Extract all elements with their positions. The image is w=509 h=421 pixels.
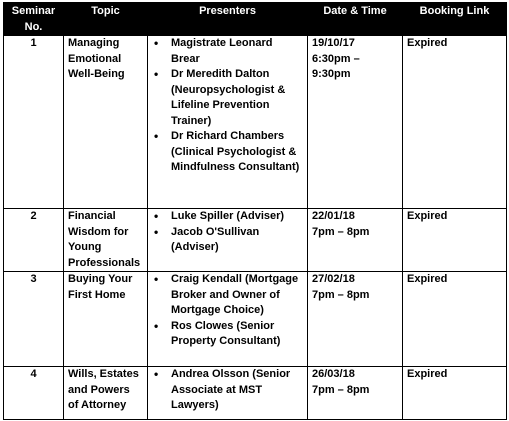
presenter-item: • Luke Spiller (Adviser) <box>152 209 303 225</box>
table-row <box>4 209 507 272</box>
booking-status: Expired <box>403 209 507 272</box>
seminar-topic: Managing Emotional Well-Being <box>64 36 148 209</box>
header-date-time: Date & Time <box>308 3 403 36</box>
table-row <box>4 36 507 209</box>
presenter-list <box>152 209 303 256</box>
seminar-time: 7pm – 8pm <box>312 288 370 301</box>
presenter-item: • Andrea Olsson (Senior Associate at MST Lawyers) <box>152 367 303 414</box>
date-time-cell <box>308 209 403 272</box>
seminar-date: 27/02/18 <box>312 273 355 285</box>
booking-status: Expired <box>403 272 507 367</box>
presenter-item: • Dr Meredith Dalton (Neuropsychologist & Lifeline Prevention Trainer) <box>152 67 303 129</box>
presenter-item: • Jacob O'Sullivan (Adviser) <box>152 225 303 256</box>
presenter-list <box>152 272 303 350</box>
seminar-table <box>3 2 507 420</box>
header-presenters: Presenters <box>148 3 308 36</box>
date-time-cell <box>308 367 403 420</box>
seminar-date: 22/01/18 <box>312 210 355 222</box>
seminar-time: 7pm – 8pm <box>312 225 370 238</box>
presenters-cell <box>148 36 308 209</box>
seminar-date: 26/03/18 <box>312 368 355 380</box>
presenter-item: • Dr Richard Chambers (Clinical Psychologist & Mindfulness Consultant) <box>152 129 303 176</box>
date-time-cell <box>308 36 403 209</box>
seminar-time: 7pm – 8pm <box>312 383 370 396</box>
table-row <box>4 272 507 367</box>
presenter-item: • Magistrate Leonard Brear <box>152 36 303 67</box>
presenter-item: • Craig Kendall (Mortgage Broker and Owner of Mortgage Choice) <box>152 272 303 319</box>
seminar-topic: Buying Your First Home <box>64 272 148 367</box>
seminar-topic: Wills, Estates and Powers of Attorney <box>64 367 148 420</box>
seminar-number: 1 <box>4 36 64 209</box>
header-seminar-no: Seminar No. <box>4 3 64 36</box>
header-row <box>4 3 507 36</box>
seminar-topic: Financial Wisdom for Young Professionals <box>64 209 148 272</box>
presenters-cell <box>148 209 308 272</box>
seminar-number: 4 <box>4 367 64 420</box>
header-booking-link: Booking Link <box>403 3 507 36</box>
booking-status: Expired <box>403 367 507 420</box>
seminar-number: 2 <box>4 209 64 272</box>
presenters-cell <box>148 367 308 420</box>
presenter-item: • Ros Clowes (Senior Property Consultant) <box>152 319 303 350</box>
presenter-list <box>152 367 303 414</box>
date-time-cell <box>308 272 403 367</box>
header-topic: Topic <box>64 3 148 36</box>
seminar-date: 19/10/17 <box>312 37 355 49</box>
presenter-list <box>152 36 303 176</box>
presenters-cell <box>148 272 308 367</box>
seminar-number: 3 <box>4 272 64 367</box>
seminar-time: 6:30pm – 9:30pm <box>312 52 360 80</box>
booking-status: Expired <box>403 36 507 209</box>
table-row <box>4 367 507 420</box>
